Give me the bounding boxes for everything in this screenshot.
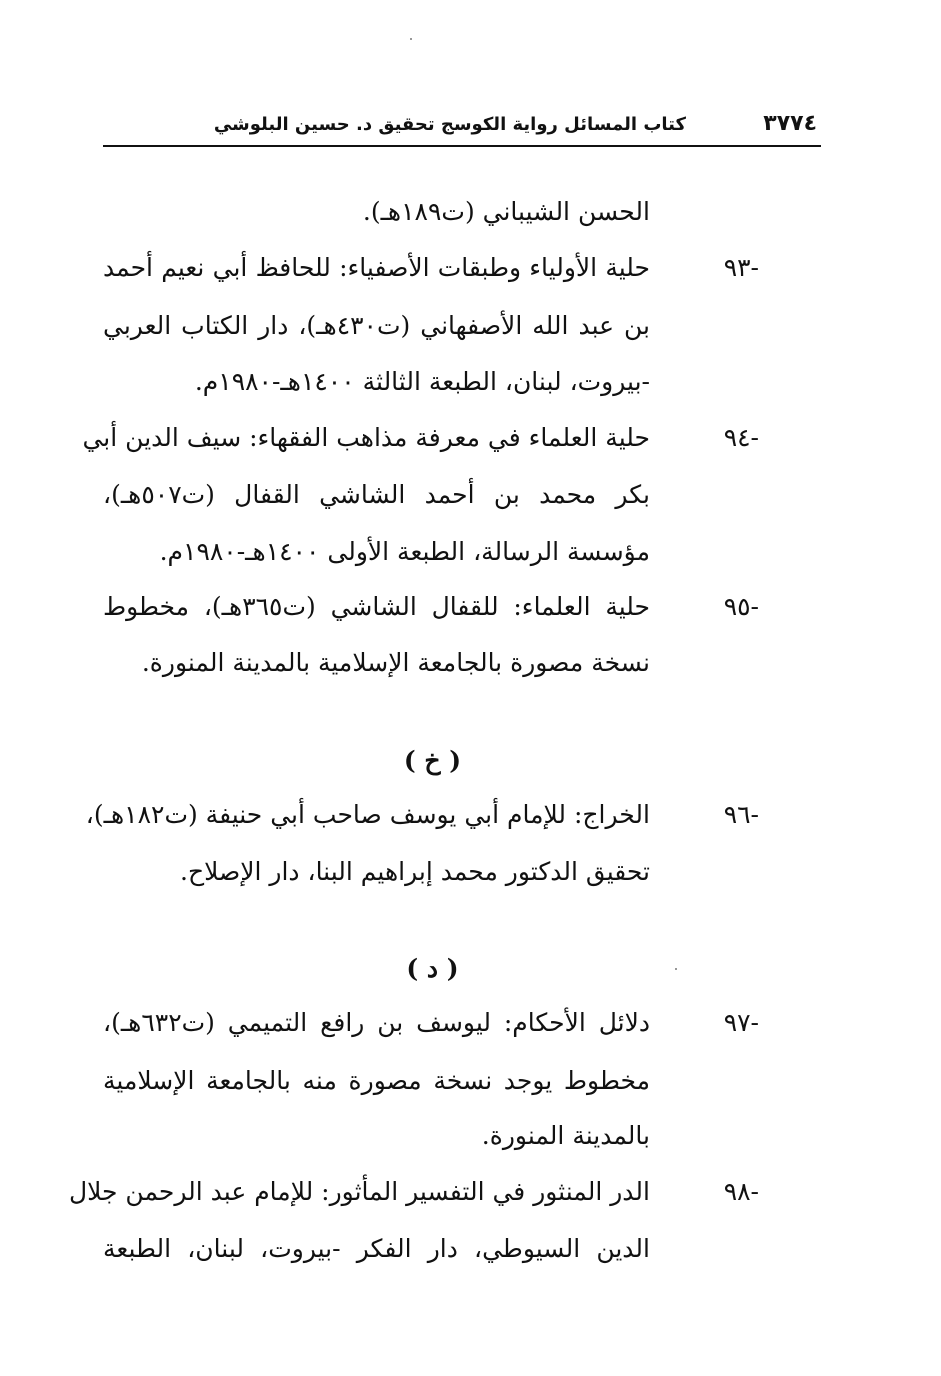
entry-line: الدر المنثور في التفسير المأثور: للإمام عبد الرحمن جلال (68, 1177, 650, 1206)
entry-line: -بيروت، لبنان، الطبعة الثالثة ١٤٠٠هـ-١٩٨٠م. (194, 367, 650, 396)
entry-number: -٩٤ (723, 423, 759, 452)
entry-number: -٩٦ (723, 800, 759, 829)
entry-line: مؤسسة الرسالة، الطبعة الأولى ١٤٠٠هـ-١٩٨٠م. (159, 537, 650, 566)
entry-number: -٩٧ (723, 1008, 759, 1037)
entry-line: تحقيق الدكتور محمد إبراهيم البنا، دار الإصلاح. (180, 857, 650, 886)
entry-line: نسخة مصورة بالجامعة الإسلامية بالمدينة المنورة. (141, 648, 650, 677)
scan-speck (675, 968, 677, 970)
entry-line: حلية العلماء في معرفة مذاهب الفقهاء: سيف الدين أبي (82, 423, 650, 452)
entry-line: الدين السيوطي، دار الفكر -بيروت، لبنان، الطبعة (103, 1234, 650, 1263)
section-heading-dal: ( د ) (406, 954, 459, 983)
entry-number: -٩٥ (723, 592, 759, 621)
running-title: كتاب المسائل رواية الكوسج تحقيق د. حسين البلوشي (213, 114, 686, 135)
entry-line: حلية الأولياء وطبقات الأصفياء: للحافظ أبي نعيم أحمد (103, 253, 650, 282)
entry-line: دلائل الأحكام: ليوسف بن رافع التميمي (ت٦٣٢هـ)، (103, 1008, 650, 1037)
continuation-line: الحسن الشيباني (ت١٨٩هـ). (362, 197, 650, 226)
entry-line: بن عبد الله الأصفهاني (ت٤٣٠هـ)، دار الكتاب العربي (103, 311, 650, 340)
entry-line: حلية العلماء: للقفال الشاشي (ت٣٦٥هـ)، مخطوط (103, 592, 650, 621)
entry-line: مخطوط يوجد نسخة مصورة منه بالجامعة الإسلامية (103, 1066, 650, 1095)
entry-line: بالمدينة المنورة. (481, 1121, 650, 1150)
entry-line: الخراج: للإمام أبي يوسف صاحب أبي حنيفة (ت١٨٢هـ)، (85, 800, 650, 829)
section-heading-kha: ( خ ) (403, 746, 462, 775)
entry-line: بكر محمد بن أحمد الشاشي القفال (ت٥٠٧هـ)، (103, 480, 650, 509)
scan-speck (410, 38, 412, 40)
entry-number: -٩٣ (723, 253, 759, 282)
page-number: ٣٧٧٤ (763, 111, 817, 136)
page-header (103, 105, 821, 147)
entry-number: -٩٨ (723, 1177, 759, 1206)
